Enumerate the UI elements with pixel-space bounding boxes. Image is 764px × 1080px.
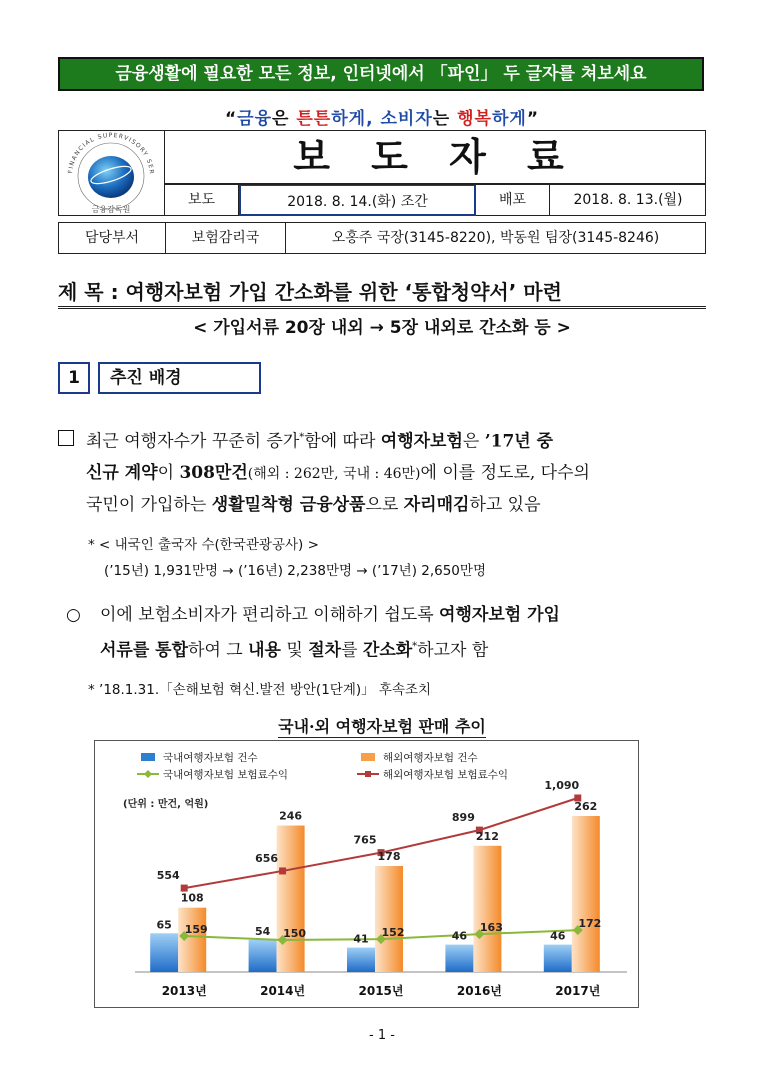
- text: 이에 보험소비자가 편리하고 이해하기 쉽도록: [100, 605, 440, 625]
- text: 간소화: [362, 640, 413, 661]
- section-title: 추진 배경: [98, 362, 261, 394]
- slogan: [0, 104, 764, 129]
- contact-persons: 오홍주 국장(3145-8220), 박동원 팀장(3145-8246): [331, 230, 660, 246]
- release-date: 2018. 8. 14.(화) 조간: [239, 184, 476, 216]
- slogan-part: 소비자: [380, 109, 433, 129]
- text: 를: [341, 640, 363, 661]
- label-overseas-count: 108: [180, 891, 204, 905]
- text: 자리매김: [403, 494, 470, 515]
- label-domestic-premium: 152: [381, 926, 405, 940]
- distribute-label: 배포: [476, 184, 550, 216]
- x-tick-label: 2015년: [358, 984, 404, 998]
- text: 으로: [365, 494, 404, 515]
- dept-label: 담당부서: [59, 223, 166, 253]
- point-overseas-premium: [279, 867, 286, 874]
- slogan-part: 은: [272, 109, 297, 129]
- page-number: - 1 -: [369, 1028, 395, 1043]
- distribute-date: 2018. 8. 13.(월): [573, 192, 683, 208]
- info-banner: 금융생활에 필요한 모든 정보, 인터넷에서 「파인」 두 글자를 쳐보세요: [58, 57, 704, 91]
- para2-line: [100, 631, 720, 667]
- label-domestic-premium: 150: [283, 927, 307, 940]
- divider: [165, 184, 706, 185]
- legend-label: 국내여행자보험 보험료수익: [163, 769, 289, 781]
- legend-swatch: [141, 753, 155, 761]
- legend-marker: [144, 770, 152, 778]
- label-overseas-premium: 554: [156, 869, 180, 883]
- bar-overseas-count: [572, 816, 600, 972]
- chart-legend: [137, 751, 508, 781]
- bar-overseas-count: [473, 846, 501, 972]
- paragraph-2: [100, 600, 720, 667]
- footnote-1-title: * < 내국인 출국자 수(한국관광공사) >: [88, 537, 319, 553]
- footnote-2: * ’18.1.31.「손해보험 혁신.발전 방안(1단계)」 후속조치: [88, 682, 432, 698]
- label-domestic-count: 46: [550, 929, 566, 943]
- slogan-quote-open: “: [224, 109, 238, 129]
- text: 서류를 통합: [100, 640, 189, 661]
- fss-logo: [58, 130, 165, 216]
- text: ’17년 중: [484, 431, 554, 452]
- bar-overseas-count: [375, 866, 403, 972]
- release-label: 보도: [165, 184, 239, 216]
- para1-line: [86, 490, 716, 521]
- text: 함에 따라: [304, 431, 381, 452]
- release-info-row: [165, 184, 706, 216]
- label-domestic-count: 46: [451, 929, 468, 943]
- x-tick-label: 2013년: [161, 984, 207, 998]
- legend-swatch: [361, 753, 375, 761]
- bar-domestic-count: [544, 945, 572, 972]
- label-domestic-count: 41: [353, 932, 369, 946]
- doc-subtitle: < 가입서류 20장 내외 → 5장 내외로 간소화 등 >: [193, 318, 571, 338]
- para2-line: [100, 600, 720, 631]
- bar-domestic-count: [249, 940, 277, 972]
- checkbox-bullet-icon: [58, 430, 74, 446]
- chart-title: [0, 714, 764, 737]
- legend-label: 해외여행자보험 건수: [383, 752, 478, 764]
- chart-title-text: 국내·외 여행자보험 판매 추이: [278, 717, 486, 736]
- slogan-part: 행복: [457, 109, 492, 129]
- text: (해외 : 262만, 국내 : 46만): [247, 465, 421, 482]
- chart-svg: [95, 741, 638, 1007]
- text: 내용: [248, 640, 281, 661]
- legend-label: 국내여행자보험 건수: [163, 752, 258, 764]
- label-overseas-count: 178: [377, 850, 401, 864]
- chart-frame: [94, 740, 639, 1008]
- paragraph-1: [86, 422, 716, 521]
- label-overseas-premium: 1,090: [544, 779, 580, 792]
- bar-domestic-count: [150, 933, 178, 972]
- text: 여행자보험 가입: [439, 605, 560, 625]
- legend-label: 해외여행자보험 보험료수익: [383, 769, 509, 781]
- press-release-title: 보 도 자 료: [165, 130, 706, 184]
- label-domestic-premium: 172: [578, 917, 602, 931]
- text: 에 이를 정도로, 다수의: [420, 462, 590, 483]
- slogan-part: 하게: [491, 109, 527, 129]
- logo-arc-text: FINANCIAL SUPERVISORY SER: [67, 131, 156, 175]
- bar-domestic-count: [445, 945, 473, 972]
- slogan-quote-close: ”: [526, 109, 539, 129]
- doc-title: 제 목 : 여행자보험 가입 간소화를 위한 ‘통합청약서’ 마련: [58, 280, 562, 304]
- bar-overseas-count: [277, 826, 305, 972]
- label-domestic-premium: 159: [184, 922, 208, 936]
- text: 최근 여행자수가 꾸준히 증가: [86, 431, 300, 452]
- chart-unit-label: (단위 : 만건, 억원): [123, 799, 209, 810]
- label-overseas-count: 246: [279, 809, 303, 823]
- text: 여행자보험: [380, 431, 463, 452]
- contact-row: [58, 222, 706, 254]
- footnote-1-data: (’15년) 1,931만명 → (’16년) 2,238만명 → (’17년) 2,650만명: [104, 563, 486, 579]
- text: 및: [280, 640, 309, 661]
- label-overseas-count: 262: [574, 800, 598, 813]
- text: 하고자 함: [417, 640, 489, 661]
- label-overseas-premium: 656: [255, 851, 279, 865]
- x-tick-label: 2014년: [260, 984, 306, 998]
- label-domestic-premium: 163: [479, 921, 503, 935]
- footnote-mark: *: [412, 641, 418, 652]
- section-number: 1: [58, 362, 90, 394]
- slogan-part: 는: [432, 109, 458, 129]
- dept-name: 보험감리국: [166, 223, 286, 253]
- bar-overseas-count: [178, 908, 206, 972]
- label-overseas-premium: 765: [353, 833, 377, 847]
- title-underline: [58, 306, 706, 309]
- legend-marker: [365, 771, 371, 777]
- para1-line: [86, 458, 716, 490]
- label-overseas-count: 212: [475, 829, 499, 843]
- fss-emblem-icon: [58, 130, 165, 216]
- text: 신규 계약: [86, 462, 158, 483]
- para1-line: [86, 422, 716, 458]
- text: 생활밀착형 금융상품: [211, 494, 366, 515]
- label-domestic-count: 54: [254, 924, 271, 938]
- bullet-circle: ○: [66, 605, 81, 625]
- label-domestic-count: 65: [156, 918, 172, 932]
- text: 하고 있음: [469, 494, 541, 515]
- text: 국민이 가입하는: [86, 494, 212, 515]
- slogan-part: 하게,: [331, 109, 381, 129]
- footnote-mark: *: [299, 432, 305, 443]
- x-tick-label: 2017년: [555, 984, 601, 998]
- logo-bottom-text: 금융감독원: [91, 205, 131, 214]
- slogan-part: 금융: [237, 109, 273, 129]
- text: 절차: [308, 640, 342, 661]
- text: 은: [462, 431, 485, 452]
- text: 하여 그: [188, 640, 249, 661]
- bar-domestic-count: [347, 948, 375, 972]
- x-tick-label: 2016년: [456, 984, 502, 998]
- slogan-part: 튼튼: [296, 109, 332, 129]
- point-overseas-premium: [181, 885, 188, 892]
- text: 308만건: [179, 462, 248, 483]
- label-overseas-premium: 899: [451, 811, 475, 825]
- text: 이: [157, 462, 180, 483]
